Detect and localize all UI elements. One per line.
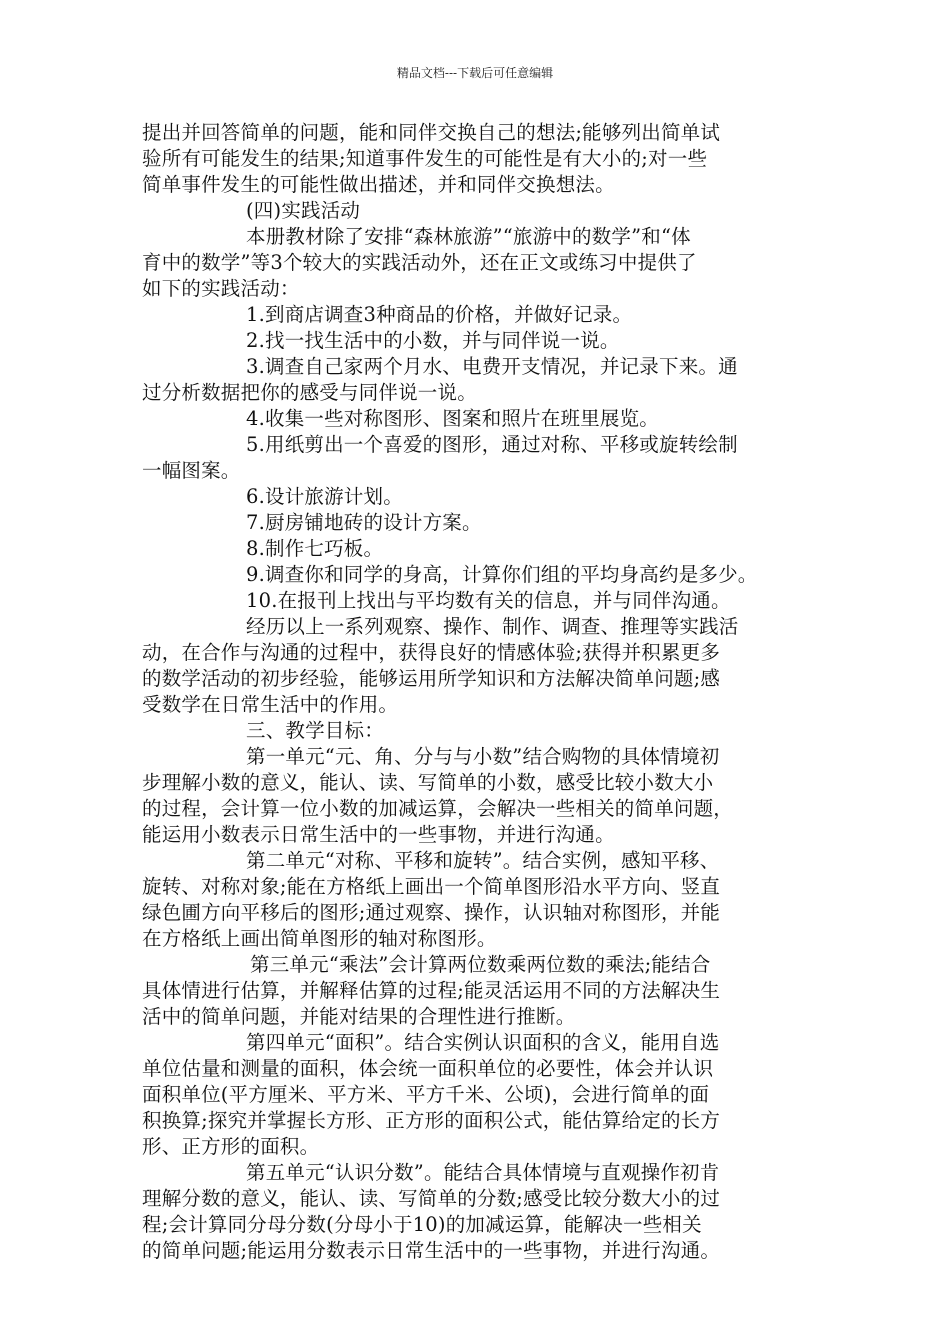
body-line: 受数学在日常生活中的作用。 [142,693,399,716]
body-line: 动，在合作与沟通的过程中，获得良好的情感体验;获得并积累更多 [142,641,721,664]
body-line: 提出并回答简单的问题，能和同伴交换自己的想法;能够列出简单试 [142,121,721,144]
body-line: 在方格纸上画出简单图形的轴对称图形。 [142,927,497,950]
section-heading: 三、教学目标： [246,719,384,742]
body-line: 经历以上一系列观察、操作、制作、调查、推理等实践活 [246,615,739,638]
body-line: 如下的实践活动： [142,277,300,300]
list-item: 9.调查你和同学的身高，计算你们组的平均身高约是多少。 [246,563,758,586]
body-line: 形、正方形的面积。 [142,1135,320,1158]
section-heading: (四)实践活动 [246,199,361,222]
list-item: 6.设计旅游计划。 [246,485,403,508]
list-item: 2.找一找生活中的小数，并与同伴说一说。 [246,329,620,352]
document-body [142,120,812,1264]
body-line: 的数学活动的初步经验，能够运用所学知识和方法解决简单问题;感 [142,667,721,690]
page-header: 精品文档---下载后可任意编辑 [396,66,554,80]
body-line: 理解分数的意义，能认、读、写简单的分数;感受比较分数大小的过 [142,1187,721,1210]
body-line: 第三单元“乘法”会计算两位数乘两位数的乘法;能结合 [250,953,711,976]
list-item: 10.在报刊上找出与平均数有关的信息，并与同伴沟通。 [246,589,731,612]
body-line: 育中的数学”等3个较大的实践活动外，还在正文或练习中提供了 [142,251,697,274]
body-line: 简单事件发生的可能性做出描述，并和同伴交换想法。 [142,173,615,196]
body-line: 程;会计算同分母分数(分母小于10)的加减运算，能解决一些相关 [142,1213,702,1236]
list-item: 1.到商店调查3种商品的价格，并做好记录。 [246,303,633,326]
body-line: 第一单元“元、角、分与与小数”结合购物的具体情境初 [246,745,720,768]
body-line: 能运用小数表示日常生活中的一些事物，并进行沟通。 [142,823,615,846]
body-line: 验所有可能发生的结果;知道事件发生的可能性是有大小的;对一些 [142,147,708,170]
body-line: 积换算;探究并掌握长方形、正方形的面积公式，能估算给定的长方 [142,1109,721,1132]
body-line: 的简单问题;能运用分数表示日常生活中的一些事物，并进行沟通。 [142,1239,721,1262]
list-item: 5.用纸剪出一个喜爱的图形，通过对称、平移或旋转绘制 [246,433,738,456]
body-line: 绿色圃方向平移后的图形;通过观察、操作，认识轴对称图形，并能 [142,901,721,924]
body-line: 第四单元“面积”。结合实例认识面积的含义，能用自选 [246,1031,720,1054]
body-line: 第五单元“认识分数”。能结合具体情境与直观操作初肯 [246,1161,720,1184]
list-item-continuation: 过分析数据把你的感受与同伴说一说。 [142,381,477,404]
list-item: 3.调查自己家两个月水、电费开支情况，并记录下来。通 [246,355,738,378]
list-item-continuation: 一幅图案。 [142,459,241,482]
body-line: 旋转、对称对象;能在方格纸上画出一个简单图形沿水平方向、竖直 [142,875,721,898]
body-line: 的过程，会计算一位小数的加减运算，会解决一些相关的简单问题， [142,797,734,820]
body-line: 具体情进行估算，并解释估算的过程;能灵活运用不同的方法解决生 [142,979,721,1002]
list-item: 8.制作七巧板。 [246,537,384,560]
list-item: 7.厨房铺地砖的设计方案。 [246,511,482,534]
body-line: 步理解小数的意义，能认、读、写简单的小数，感受比较小数大小 [142,771,714,794]
body-line: 第二单元“对称、平移和旋转”。结合实例，感知平移、 [246,849,720,872]
body-line: 面积单位(平方厘米、平方米、平方千米、公顷)，会进行简单的面 [142,1083,710,1106]
list-item: 4.收集一些对称图形、图案和照片在班里展览。 [246,407,660,430]
body-line: 活中的简单问题，并能对结果的合理性进行推断。 [142,1005,576,1028]
body-line: 本册教材除了安排“森林旅游”“旅游中的数学”和“体 [246,225,691,248]
body-line: 单位估量和测量的面积，体会统一面积单位的必要性，体会并认识 [142,1057,714,1080]
